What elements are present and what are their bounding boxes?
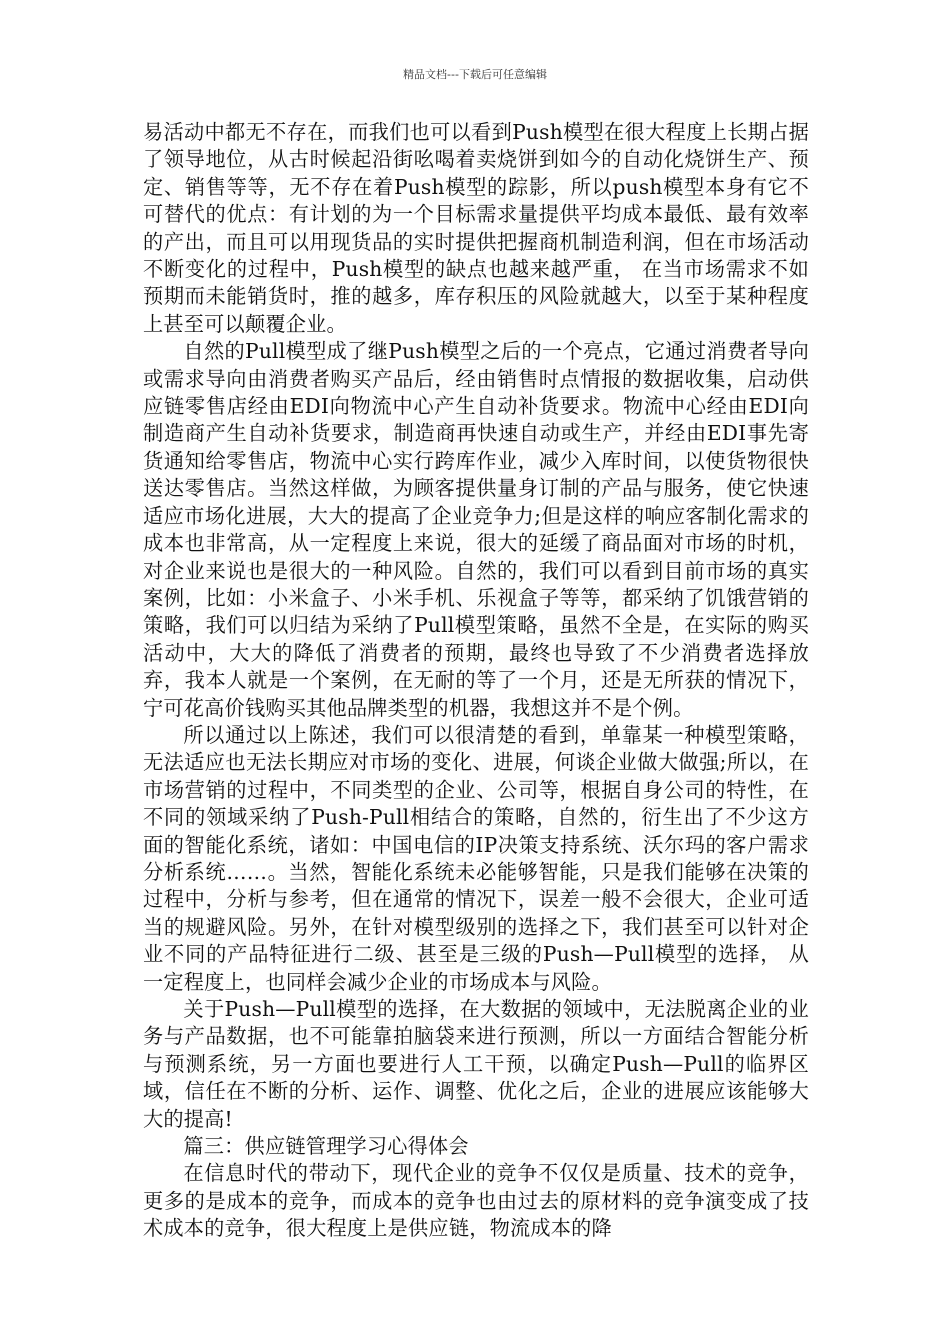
paragraph-5: 在信息时代的带动下，现代企业的竞争不仅仅是质量、技术的竞争，更多的是成本的竞争，而成本的竞争也由过去的原材料的竞争演变成了技术成本的竞争，很大程度上是供应链，物流成本的降 xyxy=(143,1161,809,1241)
paragraph-2: 自然的Pull模型成了继Push模型之后的一个亮点，它通过消费者导向或需求导向由消费者购买产品后，经由销售时点情报的数据收集，启动供应链零售店经由EDI向物流中心产生自动补货要求。物流中心经由EDI向制造商产生自动补货要求，制造商再快速自动或生产，并经由EDI事先寄货通知给零售店，物流中心实行跨库作业，减少入库时间，以使货物很快送达零售店。当然这样做，为顾客提供量身订制的产品与服务，使它快速适应市场化进展，大大的提高了企业竞争力;但是这样的响应客制化需求的成本也非常高，从一定程度上来说，很大的延缓了商品面对市场的时机，对企业来说也是很大的一种风险。自然的，我们可以看到目前市场的真实案例，比如：小米盒子、小米手机、乐视盒子等等，都采纳了饥饿营销的策略，我们可以归结为采纳了Pull模型策略，虽然不全是，在实际的购买活动中，大大的降低了消费者的预期，最终也导致了不少消费者选择放弃，我本人就是一个案例，在无耐的等了一个月，还是无所获的情况下，宁可花高价钱购买其他品牌类型的机器，我想这并不是个例。 xyxy=(143,339,809,720)
paragraph-4: 关于Push—Pull模型的选择，在大数据的领域中，无法脱离企业的业务与产品数据，也不可能靠拍脑袋来进行预测，所以一方面结合智能分析与预测系统，另一方面也要进行人工干预，以确定Push—Pull的临界区域，信任在不断的分析、运作、调整、优化之后，企业的进展应该能够大大的提高! xyxy=(143,997,809,1131)
paragraph-1: 易活动中都无不存在，而我们也可以看到Push模型在很大程度上长期占据了领导地位，从古时候起沿街吆喝着卖烧饼到如今的自动化烧饼生产、预定、销售等等，无不存在着Push模型的踪影，所以push模型本身有它不可替代的优点：有计划的为一个目标需求量提供平均成本最低、最有效率的产出，而且可以用现货品的实时提供把握商机制造利润，但在市场活动不断变化的过程中，Push模型的缺点也越来越严重， 在当市场需求不如预期而未能销货时，推的越多，库存积压的风险就越大，以至于某种程度上甚至可以颠覆企业。 xyxy=(143,120,809,336)
paragraph-3: 所以通过以上陈述，我们可以很清楚的看到，单靠某一种模型策略，无法适应也无法长期应对市场的变化、进展，何谈企业做大做强;所以，在市场营销的过程中，不同类型的企业、公司等，根据自身公司的特性，在不同的领域采纳了Push-Pull相结合的策略，自然的，衍生出了不少这方面的智能化系统，诸如：中国电信的IP决策支持系统、沃尔玛的客户需求分析系统……。当然，智能化系统未必能够智能，只是我们能够在决策的过程中，分析与参考，但在通常的情况下，误差一般不会很大，企业可适当的规避风险。另外，在针对模型级别的选择之下，我们甚至可以针对企业不同的产品特征进行二级、甚至是三级的Push—Pull模型的选择， 从一定程度上，也同样会减少企业的市场成本与风险。 xyxy=(143,722,809,994)
page-header: 精品文档---下载后可任意编辑 xyxy=(403,68,547,81)
section-heading: 篇三：供应链管理学习心得体会 xyxy=(183,1134,469,1159)
document-body xyxy=(143,119,809,1243)
